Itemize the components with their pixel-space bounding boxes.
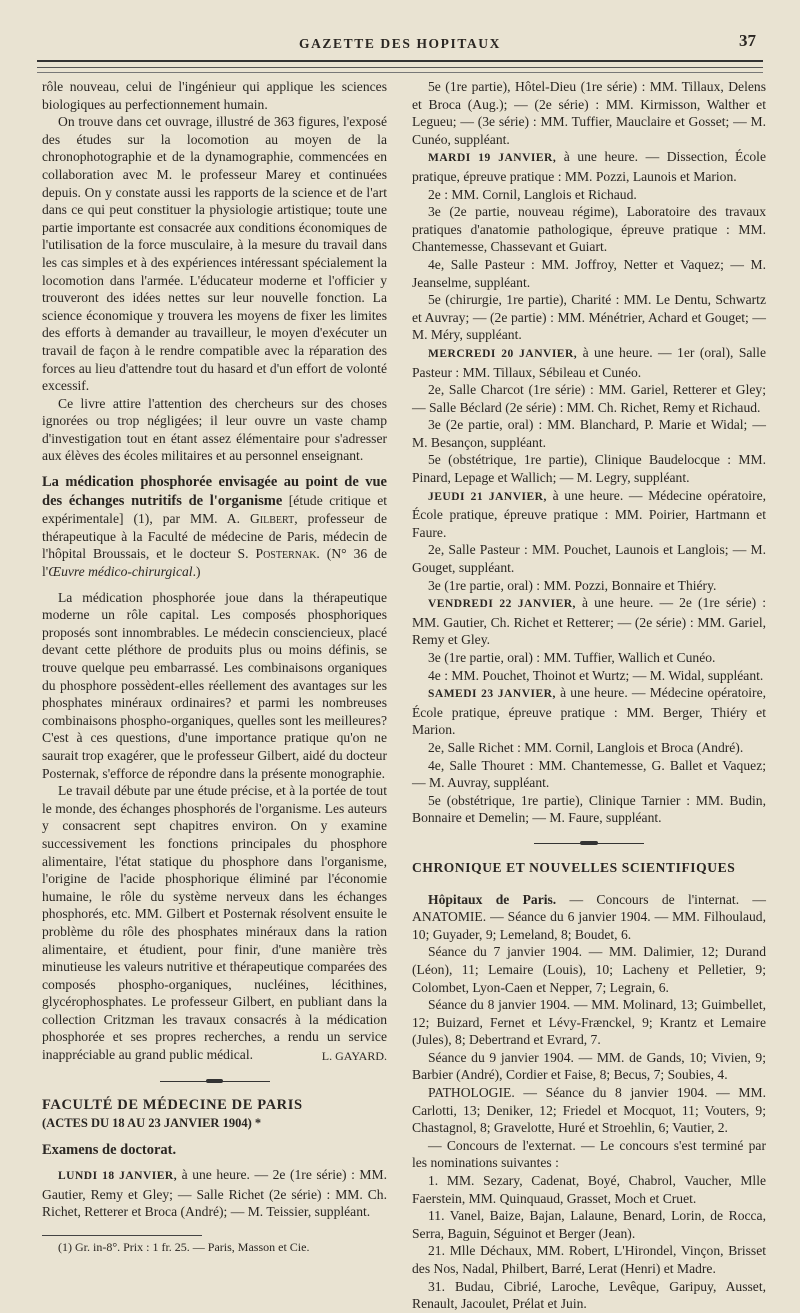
section-separator — [160, 1075, 270, 1087]
paragraph: Ce livre attire l'attention des chercheurs sur des choses ignorées ou trop négligées; il leur ouvre un vaste champ d'investigation tout en étant assez élémentaire pour s'adresser aux élèves des écoles militaires et au personnel enseignant. — [42, 395, 387, 464]
exam-day-entry — [412, 148, 766, 185]
page-number: 37 — [739, 31, 756, 50]
review-text: , professeur de thérapeutique à la Faculté de médecine de Paris, médecin de l'hôpital Broussais, et le docteur S. — [42, 511, 387, 562]
right-column — [412, 78, 766, 1313]
news-entry: 11. Vanel, Baize, Bajan, Lalaune, Benard, Lorin, de Rocca, Serra, Baguin, Séguinot et Berger (Jean). — [412, 1208, 766, 1241]
exam-entry: 2e, Salle Pasteur : MM. Pouchet, Launois et Langlois; — M. Gouget, suppléant. — [412, 542, 766, 576]
paragraph: On trouve dans cet ouvrage, illustré de 363 figures, l'exposé des études sur la locomotion au moyen de la chronophotographie et de la dynamographie, commencées en collaboration avec M. le professeur Marey et continuées depuis. On y constate aussi les rapports de la science et de l'art dans ce qui peut constituer la physiologie artistique; toute une partie importante est consacrée aux conditions économiques de l'utilisation de la force musculaire, à la mesure du travail dans les cas simples et à des expériences intéressant spécialement la locomotion dans l'armée. L'éducateur moderne et l'officier y trouveront des idées nettes sur leur nouvelle fonction. La science économique y trouvera les moyens de fixer les limites des efforts à demander au travailleur, le moyen d'exécuter un travail de façon à le rendre compatible avec la réparation des forces au lieu d'attendre tout du hasard et d'un effort de volonté excessif. — [42, 114, 387, 394]
paragraph: La médication phosphorée joue dans la thérapeutique moderne un rôle capital. Les composés phosphoriques proposés sont innombrables. Le médecin consciencieux, placé devant cette pléthore de produits plus ou moins définis, se trouve quelque peu embarrassé. Les combinaisons organiques du phosphore possèdent-elles réellement des avantages sur les phosphates minéraux ordinaires? et parmi les nombreuses combinaisons phospho-organiques, quelles sont les meilleures? C'est à ces questions, d'une importance pratique qu'on ne saurait trop exagérer, que le professeur Gilbert, aidé du docteur Posternak, s'efforce de répondre dans la présente monographie. — [42, 589, 387, 781]
news-entry: Séance du 9 janvier 1904. — MM. de Gands, 10; Vivien, 9; Barbier (André), Cordier et Faise, 8; Becus, 7; Soubies, 4. — [412, 1049, 766, 1083]
header-rule-thin-2 — [37, 72, 763, 73]
header-rule-thin — [37, 67, 763, 68]
signature: L. GAYARD. — [321, 1048, 387, 1063]
review-text: [étude critique et expérimentale] (1), par MM. A. — [42, 492, 388, 527]
news-entry: — Concours de l'externat. — Le concours s'est terminé par les nominations suivantes : — [412, 1137, 766, 1171]
exam-day-entry — [412, 487, 766, 542]
day-label: MARDI 19 JANVIER, — [428, 152, 557, 165]
exams-heading: Examens de doctorat. — [42, 1142, 177, 1159]
news-entry — [412, 891, 766, 944]
faculty-dates: (ACTES DU 18 AU 23 JANVIER 1904) * — [42, 1115, 262, 1130]
day-label: VENDREDI 22 JANVIER, — [428, 598, 576, 611]
news-entry: 31. Budau, Cibrié, Laroche, Levêque, Garipuy, Ausset, Renault, Jacoulet, Prélat et Juin. — [412, 1278, 766, 1312]
news-text: — Concours de l'internat. — ANATOMIE. — Séance du 6 janvier 1904. — MM. Filhoulaud, 10; Guyader, 9; Lemeland, 8; Boudet, 6. — [412, 891, 766, 942]
news-entry: Séance du 8 janvier 1904. — MM. Molinard, 13; Guimbellet, 12; Buizard, Fernet et Lévy-Frænckel, 9; Krantz et Lemaire (Jules), 8; Debertrand et Evrard, 7. — [412, 997, 766, 1048]
footnote-rule — [42, 1235, 202, 1236]
exam-text: à une heure. — 2e (1re série) : MM. Gautier, Remy et Gley; — Salle Richet (2e série) : MM. Ch. Richet, Retterer et Broca (André); — M. Teissier, suppléant. — [42, 1167, 387, 1220]
header-rule — [37, 60, 763, 62]
exam-entry: 3e (1re partie, oral) : MM. Pozzi, Bonnaire et Thiéry. — [428, 577, 717, 593]
left-column — [42, 78, 387, 1255]
exam-entry: 3e (2e partie, oral) : MM. Blanchard, P. Marie et Widal; — M. Besançon, suppléant. — [412, 417, 766, 450]
running-head: GAZETTE DES HOPITAUX — [298, 36, 502, 51]
exam-text: à une heure. — Médecine opératoire, École pratique, épreuve pratique : MM. Berger, Thiéry et Marion. — [412, 685, 766, 738]
exam-entry: 4e, Salle Pasteur : MM. Joffroy, Netter et Vaquez; — M. Jeanselme, suppléant. — [412, 256, 766, 290]
section-separator — [534, 837, 644, 849]
exam-text: à une heure. — Dissection, École pratique, épreuve pratique : MM. Pozzi, Launois et Marion. — [412, 149, 766, 184]
book-review-heading — [42, 473, 387, 581]
exam-entry: 2e : MM. Cornil, Langlois et Richaud. — [428, 186, 637, 202]
news-entry: Séance du 7 janvier 1904. — MM. Dalimier, 12; Durand (Léon), 11; Lemaire (Louis), 10; Lacheny et Pelletier, 9; Colombet, Lyon-Caen et Nepper, 7; Legrain, 6. — [412, 944, 766, 995]
news-entry: 21. Mlle Déchaux, MM. Robert, L'Hirondel, Vinçon, Brisset des Nos, Nadal, Philbert, Barré, Lerat (Henri) et Madre. — [412, 1243, 766, 1276]
exam-entry: 5e (obstétrique, 1re partie), Clinique Tarnier : MM. Budin, Bonnaire et Demelin; — M. Faure, suppléant. — [412, 792, 766, 826]
exam-entry: 2e, Salle Richet : MM. Cornil, Langlois et Broca (André). — [428, 739, 744, 755]
exam-entry: 4e : MM. Pouchet, Thoinot et Wurtz; — M. Widal, suppléant. — [428, 667, 764, 683]
exam-entry: 5e (chirurgie, 1re partie), Charité : MM. Le Dentu, Schwartz et Auvray; — (2e partie) : MM. Ménétrier, Achard et Gouget; — M. Méry, suppléant. — [412, 292, 766, 343]
paragraph: rôle nouveau, celui de l'ingénieur qui applique les sciences biologiques au perfectionnement humain. — [42, 79, 387, 112]
news-runin: Hôpitaux de Paris. — [428, 891, 557, 907]
chronique-title: CHRONIQUE ET NOUVELLES SCIENTIFIQUES — [412, 859, 736, 875]
exam-text: à une heure. — 1er (oral), Salle Pasteur : MM. Tillaux, Sébileau et Cunéo. — [412, 344, 766, 380]
day-label: LUNDI 18 JANVIER, — [58, 1170, 178, 1183]
exam-entry: 2e, Salle Charcot (1re série) : MM. Gariel, Retterer et Gley; — Salle Béclard (2e série) : MM. Ch. Richet, Remy et Richaud. — [412, 382, 766, 415]
exam-text: à une heure. — 2e (1re série) : MM. Gautier, Ch. Richet et Retterer; — (2e série) : MM. Gariel, Remy et Gley. — [412, 595, 766, 648]
exam-text: à une heure. — Médecine opératoire, École pratique, épreuve pratique : MM. Poirier, Hartmann et Faure. — [412, 487, 766, 540]
day-label: SAMEDI 23 JANVIER, — [428, 688, 556, 701]
exam-day-entry — [412, 344, 766, 381]
review-author: Gilbert — [249, 511, 295, 527]
exam-entry: 3e (1re partie, oral) : MM. Tuffier, Wallich et Cunéo. — [428, 650, 716, 665]
review-author: Posternak — [255, 546, 317, 562]
faculty-title: FACULTÉ DE MÉDECINE DE PARIS — [42, 1097, 303, 1114]
exam-entry: 3e (2e partie, nouveau régime), Laboratoire des travaux pratiques d'anatomie pathologique, épreuve pratique : MM. Chantemesse, Chassevant et Guiart. — [412, 204, 766, 255]
review-title: La médication phosphorée envisagée au point de vue des échanges nutritifs de l'organisme — [42, 474, 387, 509]
review-text: .) — [192, 564, 201, 580]
news-entry: 1. MM. Sezary, Cadenat, Boyé, Chabrol, Vaucher, Mlle Faerstein, MM. Quinquaud, Grasset, Moch et Cruet. — [412, 1173, 766, 1206]
review-series: Œuvre médico-chirurgical — [48, 564, 193, 580]
exam-day-entry — [42, 1166, 387, 1221]
exam-entry: 5e (obstétrique, 1re partie), Clinique Baudelocque : MM. Pinard, Lepage et Wallich; — M. Legry, suppléant. — [412, 452, 766, 486]
paragraph: Le travail débute par une étude précise, et à la portée de tout le monde, des échanges phosphorés de l'organisme. Les auteurs y consacrent sept chapitres environ. On y examine successivement les fonctions principales du phosphore alimentaire, l'état statique du phosphore dans l'organisme, l'origine de l'acide phosphorique éliminé par l'économie humaine, le rôle du système nerveux dans les échanges phosphorés, etc. MM. Gilbert et Posternak résolvent ensuite le problème du rôle des phosphates minéraux dans la ration alimentaire, et étudient, pour finir, d'une manière très minutieuse les valeurs nutritive et thérapeutique comparées des composés phospho-organiques, nucléines, lécithines, glycérophosphates. Le professeur Gilbert, en publiant dans la collection Critzman les travaux consacrés à la médication phosphorée et ses propres recherches, a rendu un service inappréciable au grand public médical. — [42, 783, 387, 1063]
review-text: . (N° 36 de l' — [42, 546, 387, 580]
news-entry: PATHOLOGIE. — Séance du 8 janvier 1904. — MM. Carlotti, 13; Deniker, 12; Friedel et Mocquot, 11; Vouters, 9; Chastagnol, 8; Gravelotte, Huré et Stroehlin, 6; Vautier, 2. — [412, 1085, 766, 1136]
footnote: (1) Gr. in-8°. Prix : 1 fr. 25. — Paris, Masson et Cie. — [58, 1239, 310, 1254]
day-label: MERCREDI 20 JANVIER, — [428, 347, 578, 360]
exam-entry: 5e (1re partie), Hôtel-Dieu (1re série) : MM. Tillaux, Delens et Broca (Aug.); — (2e série) : MM. Kirmisson, Walther et Legueu; — (3e série) : MM. Tuffier, Mauclaire et Gosset; — M. Cunéo, suppléant. — [412, 79, 766, 147]
exam-day-entry — [412, 684, 766, 739]
exam-day-entry — [412, 594, 766, 649]
day-label: JEUDI 21 JANVIER, — [428, 490, 547, 503]
exam-entry: 4e, Salle Thouret : MM. Chantemesse, G. Ballet et Vaquez; — M. Auvray, suppléant. — [412, 757, 766, 791]
